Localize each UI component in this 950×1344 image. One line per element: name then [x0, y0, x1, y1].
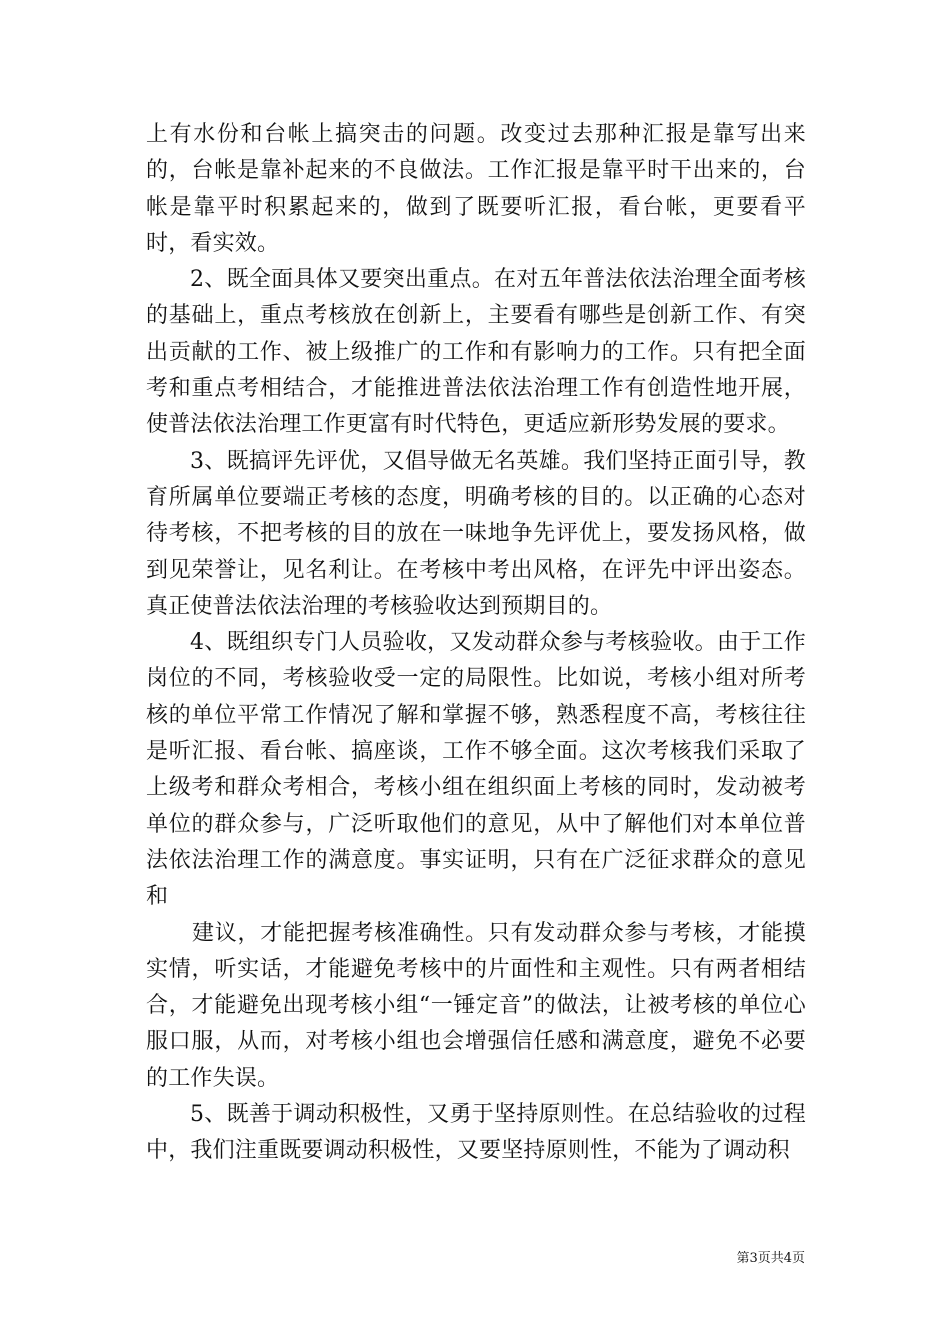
paragraph-item-4-continued: 建议，才能把握考核准确性。只有发动群众参与考核，才能摸实情，听实话，才能避免考核中的片面性和主观性。只有两者相结合，才能避免出现考核小组“一锤定音”的做法，让被考核的单位心服口服，从而，对考核小组也会增强信任感和满意度，避免不必要的工作失误。 — [146, 920, 806, 1091]
paragraph-continued: 上有水份和台帐上搞突击的问题。改变过去那种汇报是靠写出来的，台帐是靠补起来的不良做法。工作汇报是靠平时干出来的，台帐是靠平时积累起来的，做到了既要听汇报，看台帐，更要看平时，看实效。 — [146, 122, 806, 256]
paragraph-item-2: 2、既全面具体又要突出重点。在对五年普法依法治理全面考核的基础上，重点考核放在创新上，主要看有哪些是创新工作、有突出贡献的工作、被上级推广的工作和有影响力的工作。只有把全面考和重点考相结合，才能推进普法依法治理工作有创造性地开展，使普法依法治理工作更富有时代特色，更适应新形势发展的要求。 — [146, 267, 806, 438]
paragraph-item-5: 5、既善于调动积极性，又勇于坚持原则性。在总结验收的过程中，我们注重既要调动积极性，又要坚持原则性，不能为了调动积 — [146, 1102, 806, 1164]
paragraph-item-4: 4、既组织专门人员验收，又发动群众参与考核验收。由于工作岗位的不同，考核验收受一定的局限性。比如说，考核小组对所考核的单位平常工作情况了解和掌握不够，熟悉程度不高，考核往往是听汇报、看台帐、搞座谈，工作不够全面。这次考核我们采取了上级考和群众考相合，考核小组在组织面上考核的同时，发动被考单位的群众参与，广泛听取他们的意见，从中了解他们对本单位普法依法治理工作的满意度。事实证明，只有在广泛征求群众的意见和 — [146, 630, 806, 910]
paragraph-item-3: 3、既搞评先评优，又倡导做无名英雄。我们坚持正面引导，教育所属单位要端正考核的态度，明确考核的目的。以正确的心态对待考核，不把考核的目的放在一味地争先评优上，要发扬风格，做到见荣誉让，见名利让。在考核中考出风格，在评先中评出姿态。真正使普法依法治理的考核验收达到预期目的。 — [146, 448, 806, 619]
document-body — [146, 117, 806, 1170]
page-number-footer: 第3页共4页 — [736, 1251, 805, 1266]
